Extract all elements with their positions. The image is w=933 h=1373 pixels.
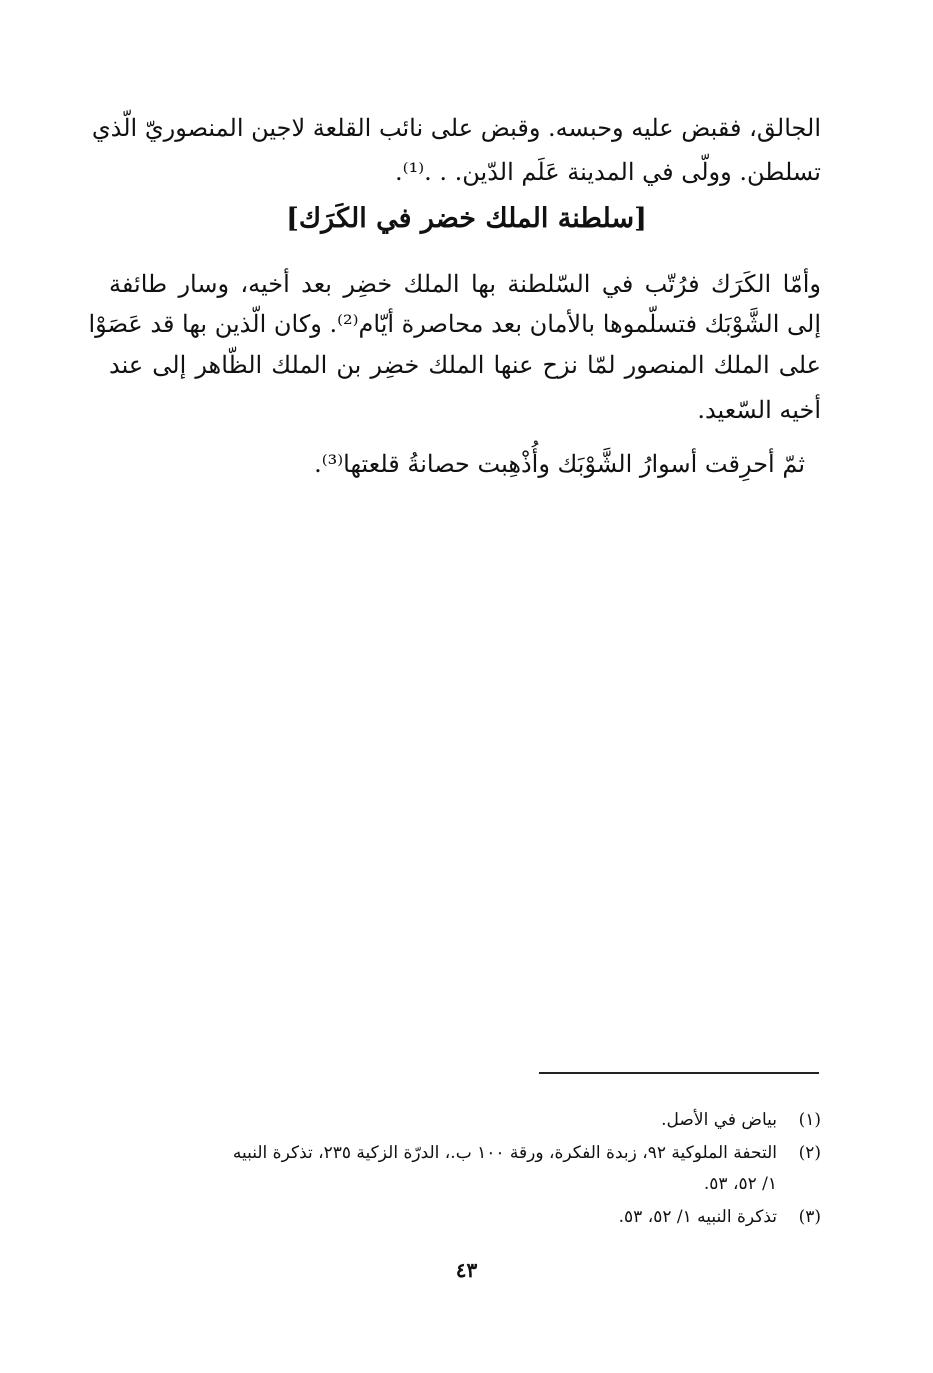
paragraph-1-line-1: الجالق، فقبض عليه وحبسه. وقبض على نائب القلعة لاجين المنصوريّ الّذي bbox=[91, 114, 821, 142]
section-heading: [سلطنة الملك خضر في الكَرَك] bbox=[286, 203, 647, 234]
paragraph-1-line-2: تسلطن. وولّى في المدينة عَلَم الدّين. . .⁽¹⁾. bbox=[395, 158, 821, 186]
paragraph-2-line-1: وأمّا الكَرَك فرُتّب في السّلطنة بها الملك خضِر بعد أخيه، وسار طائفة bbox=[109, 270, 821, 298]
paragraph-2-line-2: إلى الشَّوْبَك فتسلّموها بالأمان بعد محاصرة أيّام⁽²⁾. وكان الّذين بها قد عَصَوْا bbox=[88, 310, 821, 338]
paragraph-3: ثمّ أحرِقت أسوارُ الشَّوْبَك وأُذْهِبت حصانةُ قلعتها⁽³⁾. bbox=[314, 450, 805, 478]
paragraph-2-line-4: أخيه السّعيد. bbox=[697, 396, 821, 424]
footnote-3-text: تذكرة النبيه ١/ ٥٢، ٥٣. bbox=[618, 1207, 777, 1227]
page-number: ٤٣ bbox=[455, 1258, 478, 1282]
footnote-1 bbox=[109, 1106, 821, 1134]
footnote-3 bbox=[109, 1203, 821, 1231]
footnote-3-number: (٣) bbox=[798, 1207, 821, 1227]
footnote-2 bbox=[109, 1139, 821, 1167]
footnote-1-text: بياض في الأصل. bbox=[661, 1110, 777, 1130]
footnote-1-number: (١) bbox=[798, 1110, 821, 1130]
footnote-2-number: (٢) bbox=[798, 1143, 821, 1163]
footnote-2-text: التحفة الملوكية ٩٢، زبدة الفكرة، ورقة ١٠٠ ب.، الدرّة الزكية ٢٣٥، تذكرة النبيه bbox=[232, 1143, 777, 1163]
paragraph-2-line-3: على الملك المنصور لمّا نزح عنها الملك خضِر بن الملك الظّاهر إلى عند bbox=[109, 351, 821, 379]
footnote-separator bbox=[539, 1072, 819, 1074]
footnote-2-continuation: ١/ ٥٢، ٥٣. bbox=[703, 1174, 777, 1194]
